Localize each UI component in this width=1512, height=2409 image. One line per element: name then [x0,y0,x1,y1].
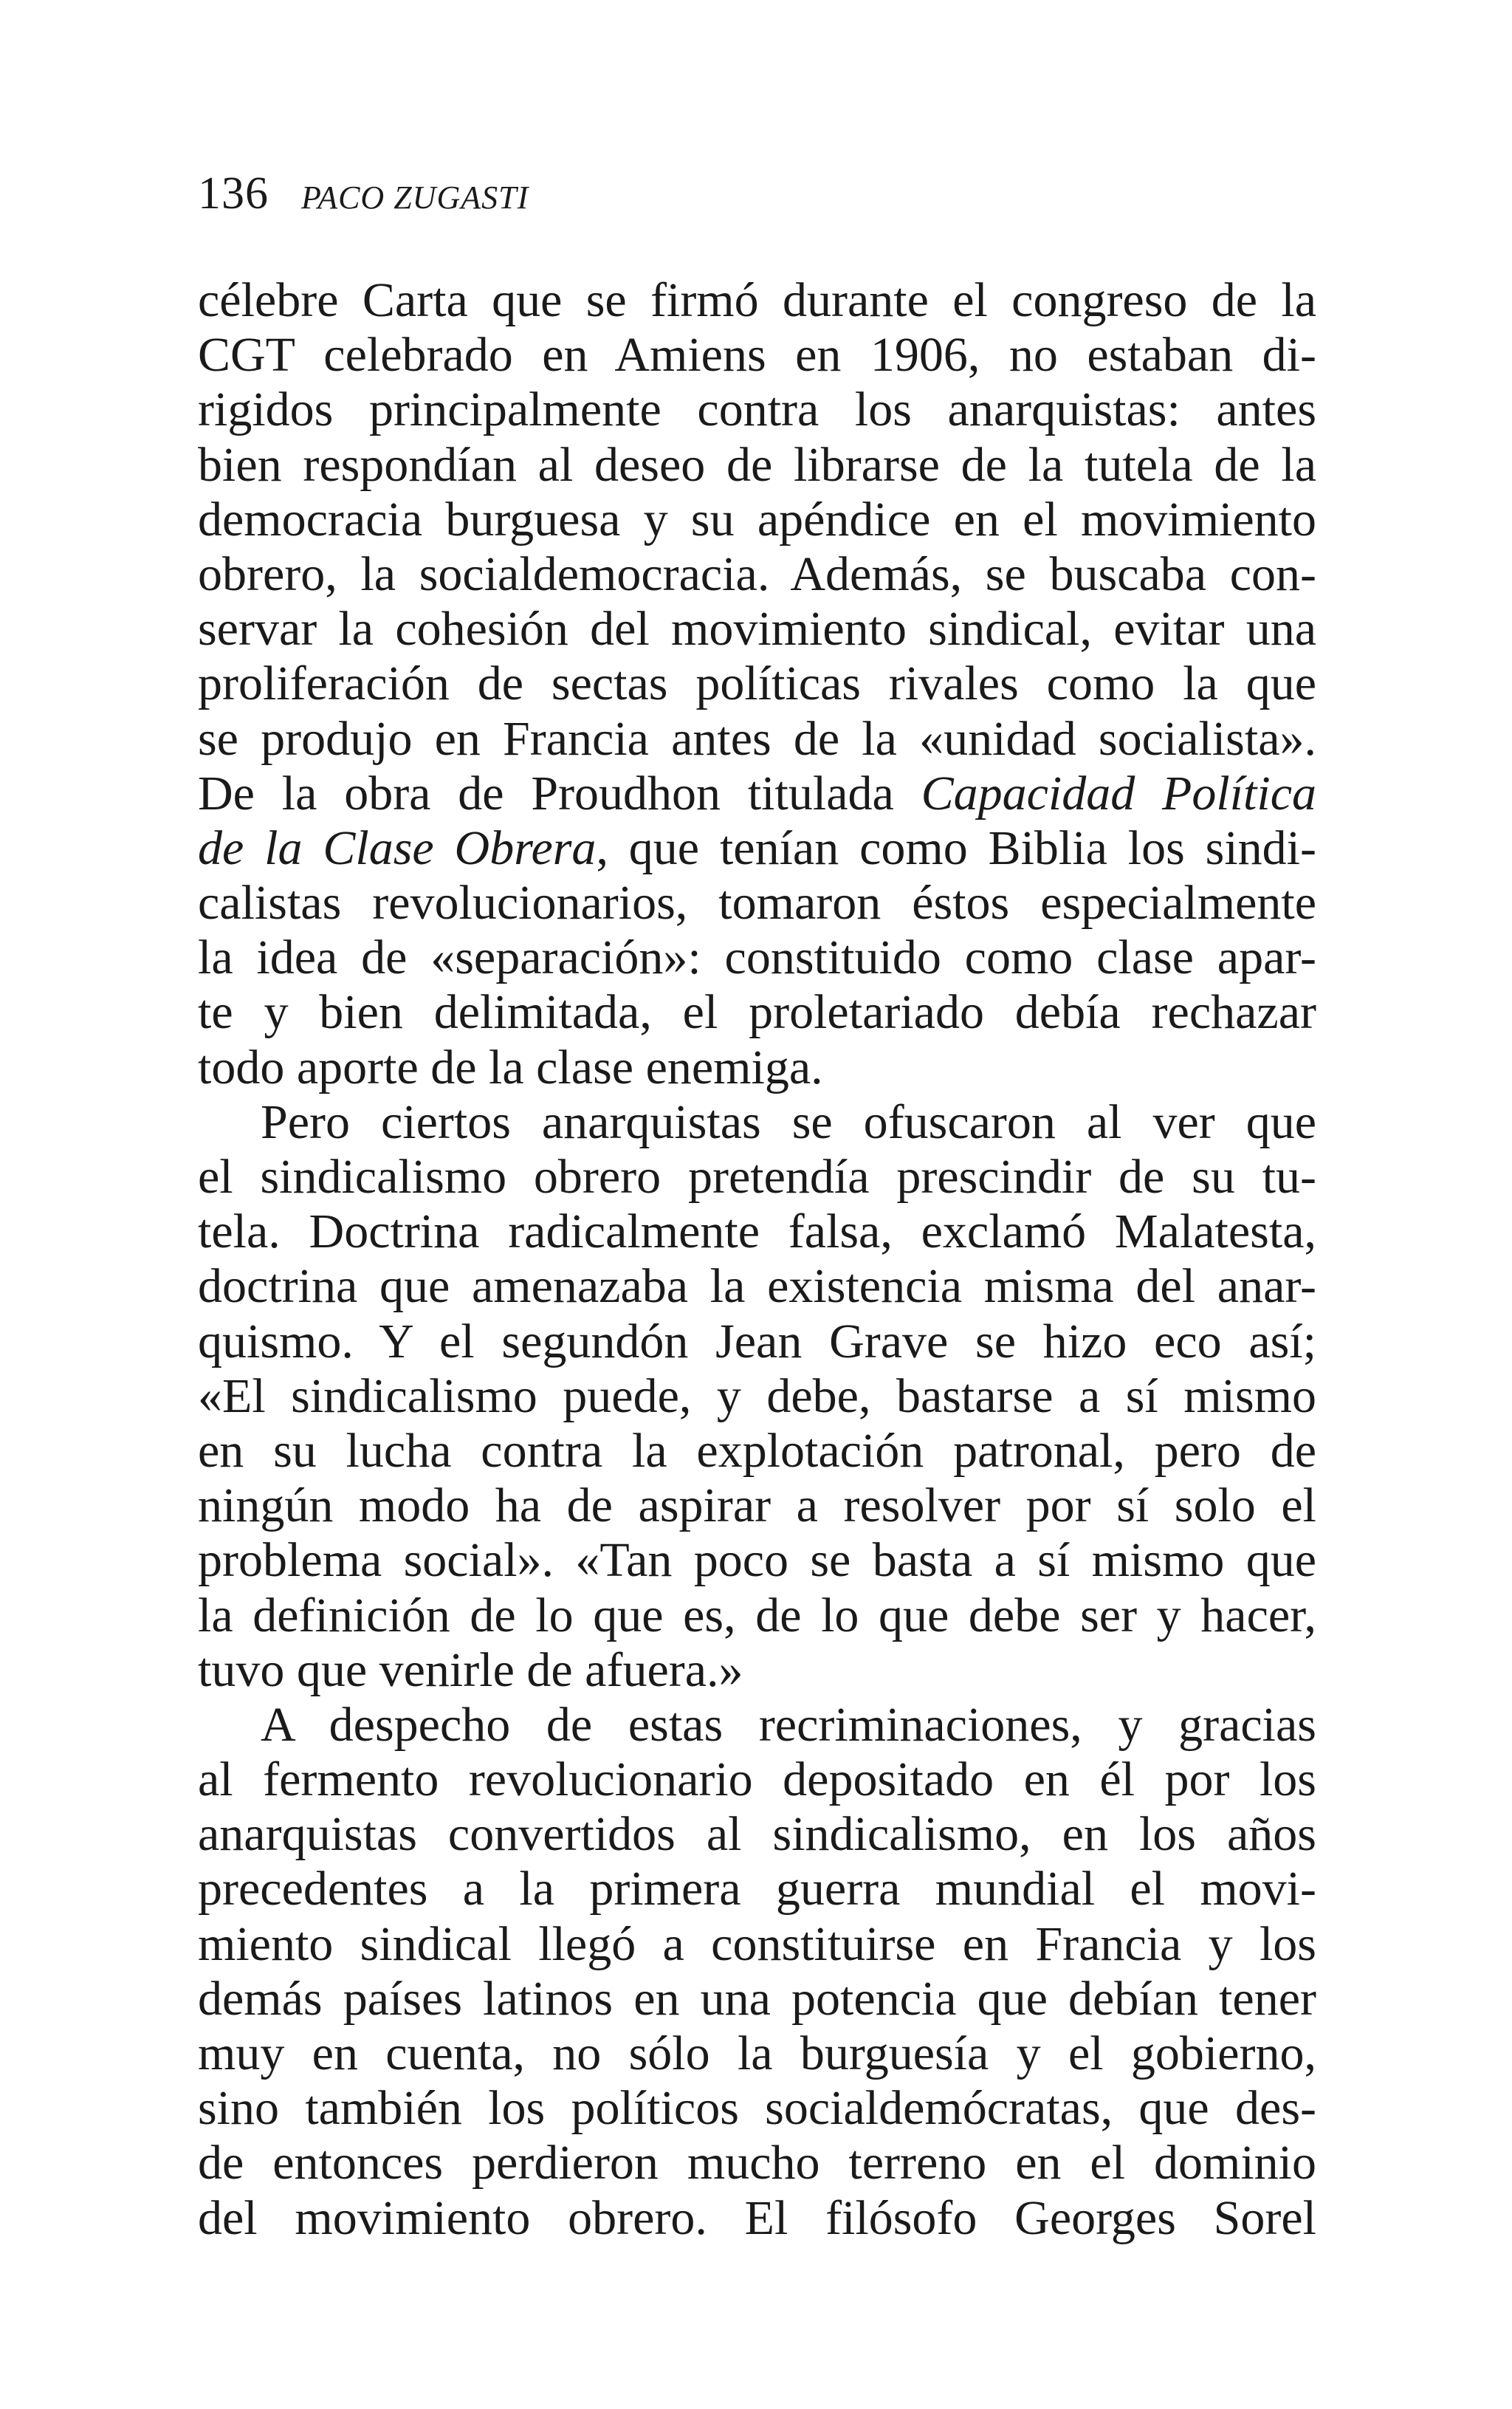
text-line: del movimiento obrero. El filósofo Georges Sorel [198,2190,1316,2245]
text-line: A despecho de estas recriminaciones, y gracias [261,1697,1316,1752]
body-text [198,273,1316,2246]
text-line: servar la cohesión del movimiento sindical, evitar una [198,602,1316,657]
text-line: bien respondían al deseo de librarse de la tutela de la [198,437,1316,492]
text-line: tuvo que venirle de afuera.» [198,1642,743,1697]
text-line: obrero, la socialdemocracia. Además, se buscaba con- [198,546,1316,601]
text-line: de entonces perdieron mucho terreno en el dominio [198,2136,1316,2190]
text-line: la definición de lo que es, de lo que debe ser y hacer, [198,1588,1316,1642]
running-head: PACO ZUGASTI [301,179,529,216]
text-line: célebre Carta que se firmó durante el congreso de la [198,273,1316,327]
text-line [198,767,1316,821]
text-line: todo aporte de la clase enemiga. [198,1040,823,1094]
text-line: Pero ciertos anarquistas se ofuscaron al ver que [261,1094,1316,1149]
text-segment: , que tenían como Biblia los sindi- [596,820,1316,875]
italic-title: de la Clase Obrera [198,820,597,875]
text-line: problema social». «Tan poco se basta a sí mismo que [198,1533,1316,1588]
text-line: miento sindical llegó a constituirse en Francia y los [198,1916,1316,1971]
text-line: el sindicalismo obrero pretendía prescindir de su tu- [198,1150,1316,1204]
text-line: tela. Doctrina radicalmente falsa, exclamó Malatesta, [198,1204,1316,1259]
text-line: sino también los políticos socialdemócratas, que des- [198,2081,1316,2136]
text-line: democracia burguesa y su apéndice en el movimiento [198,492,1316,546]
page-header [198,164,529,223]
text-line: se produjo en Francia antes de la «unidad socialista». [198,711,1316,766]
text-line: anarquistas convertidos al sindicalismo, en los años [198,1807,1316,1862]
text-line: «El sindicalismo puede, y debe, bastarse a sí mismo [198,1368,1316,1423]
page-number: 136 [198,168,269,219]
text-segment: De la obra de Proudhon titulada [198,766,921,820]
text-line: doctrina que amenazaba la existencia misma del anar- [198,1259,1316,1314]
text-line: la idea de «separación»: constituido como clase apar- [198,931,1316,985]
italic-title: Capacidad Política [921,766,1317,820]
text-line: en su lucha contra la explotación patronal, pero de [198,1423,1316,1478]
text-line: te y bien delimitada, el proletariado debía rechazar [198,985,1316,1040]
text-line [198,821,1316,876]
text-line: quismo. Y el segundón Jean Grave se hizo eco así; [198,1314,1316,1368]
text-line: CGT celebrado en Amiens en 1906, no estaban di- [198,328,1316,383]
text-line: precedentes a la primera guerra mundial el movi- [198,1862,1316,1916]
text-line: rigidos principalmente contra los anarquistas: antes [198,383,1316,437]
text-line: ningún modo ha de aspirar a resolver por sí solo el [198,1478,1316,1533]
text-line: calistas revolucionarios, tomaron éstos especialmente [198,876,1316,931]
text-line: muy en cuenta, no sólo la burguesía y el gobierno, [198,2026,1316,2080]
text-line: al fermento revolucionario depositado en él por los [198,1752,1316,1807]
text-line: proliferación de sectas políticas rivales como la que [198,657,1316,711]
text-line: demás países latinos en una potencia que debían tener [198,1971,1316,2026]
